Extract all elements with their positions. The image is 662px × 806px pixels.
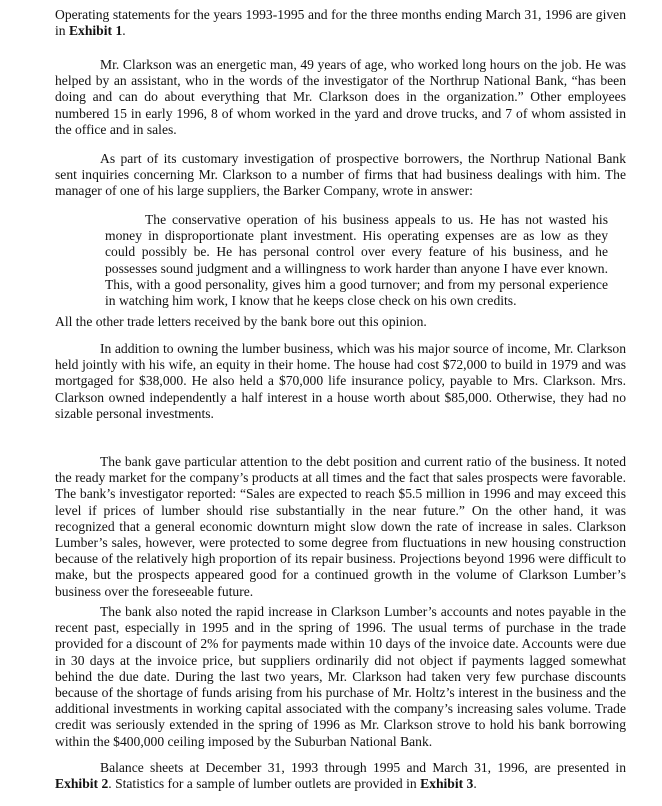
paragraph-bank-investigation: As part of its customary investigation of prospective borrowers, the Northrup National Bank sent inquiries concerning Mr. Clarkson to a number of firms that had business dealings with him. The manager of one of his large suppliers, the Barker Company, wrote in answer:	[55, 151, 626, 199]
exhibit-3-reference: Exhibit 3	[420, 776, 474, 792]
paragraph-operating-statements	[55, 7, 626, 39]
text: Balance sheets at December 31, 1993 through 1995 and March 31, 1996, are presented in	[100, 760, 626, 775]
exhibit-2-reference: Exhibit 2	[55, 776, 109, 792]
paragraph-debt-position: The bank gave particular attention to the debt position and current ratio of the business. It noted the ready market for the company’s products at all times and the fact that sales prospects were favorable. The bank’s investigator reported: “Sales are expected to reach $5.5 million in 1996 and may exceed this level if prices of lumber should rise substantially in the near future.” On the other hand, it was recognized that a general economic downturn might slow down the rate of increase in sales. Clarkson Lumber’s sales, however, were protected to some degree from fluctuations in new housing construction because of the relatively high proportion of its repair business. Projections beyond 1996 were difficult to make, but the prospects appeared good for a continued growth in the volume of Clarkson Lumber’s business over the foreseeable future.	[55, 454, 626, 599]
text: Operating statements for the years 1993-1995 and for the three months ending March 31, 1996 are given in	[55, 7, 626, 39]
supplier-quote: The conservative operation of his business appeals to us. He has not wasted his money in disproportionate plant investment. His operating expenses are as low as they could possibly be. He has personal control over every feature of his business, and he possesses sound judgment and a willingness to work harder than anyone I have ever known. This, with a good personality, gives him a good turnover; and from my personal experience in watching him work, I know that he keeps close check on his own credits.	[105, 212, 608, 309]
paragraph-balance-sheets	[55, 760, 626, 792]
paragraph-trade-letters: All the other trade letters received by the bank bore out this opinion.	[55, 314, 427, 329]
text: .	[473, 776, 477, 792]
paragraph-accounts-payable: The bank also noted the rapid increase in Clarkson Lumber’s accounts and notes payable in the recent past, especially in 1995 and in the spring of 1996. The usual terms of purchase in the trade provided for a discount of 2% for payments made within 10 days of the invoice date. Accounts were due in 30 days at the invoice price, but suppliers ordinarily did not object if payments lagged somewhat behind the due date. During the last two years, Mr. Clarkson had taken very few purchase discounts because of the shortage of funds arising from his purchase of Mr. Holtz’s interest in the business and the additional investments in working capital associated with the company’s increasing sales volume. Trade credit was seriously extended in the spring of 1996 as Mr. Clarkson strove to hold his bank borrowing within the $400,000 ceiling imposed by the Suburban National Bank.	[55, 604, 626, 749]
exhibit-1-reference: Exhibit 1	[68, 23, 123, 39]
paragraph-personal-assets: In addition to owning the lumber business, which was his major source of income, Mr. Clarkson held jointly with his wife, an equity in their home. The house had cost $72,000 to build in 1979 and was mortgaged for $38,000. He also held a $70,000 life insurance policy, payable to Mrs. Clarkson. Mrs. Clarkson owned independently a half interest in a house worth about $85,000. Otherwise, they had no sizable personal investments.	[55, 341, 626, 421]
text: . Statistics for a sample of lumber outlets are provided in	[108, 776, 421, 792]
text: .	[122, 23, 126, 39]
paragraph-clarkson-profile: Mr. Clarkson was an energetic man, 49 years of age, who worked long hours on the job. He was helped by an assistant, who in the words of the investigator of the Northrup National Bank, “has been doing and can do about everything that Mr. Clarkson does in the organization.” Other employees numbered 15 in early 1996, 8 of whom worked in the yard and drove trucks, and 7 of whom assisted in the office and in sales.	[55, 57, 626, 137]
